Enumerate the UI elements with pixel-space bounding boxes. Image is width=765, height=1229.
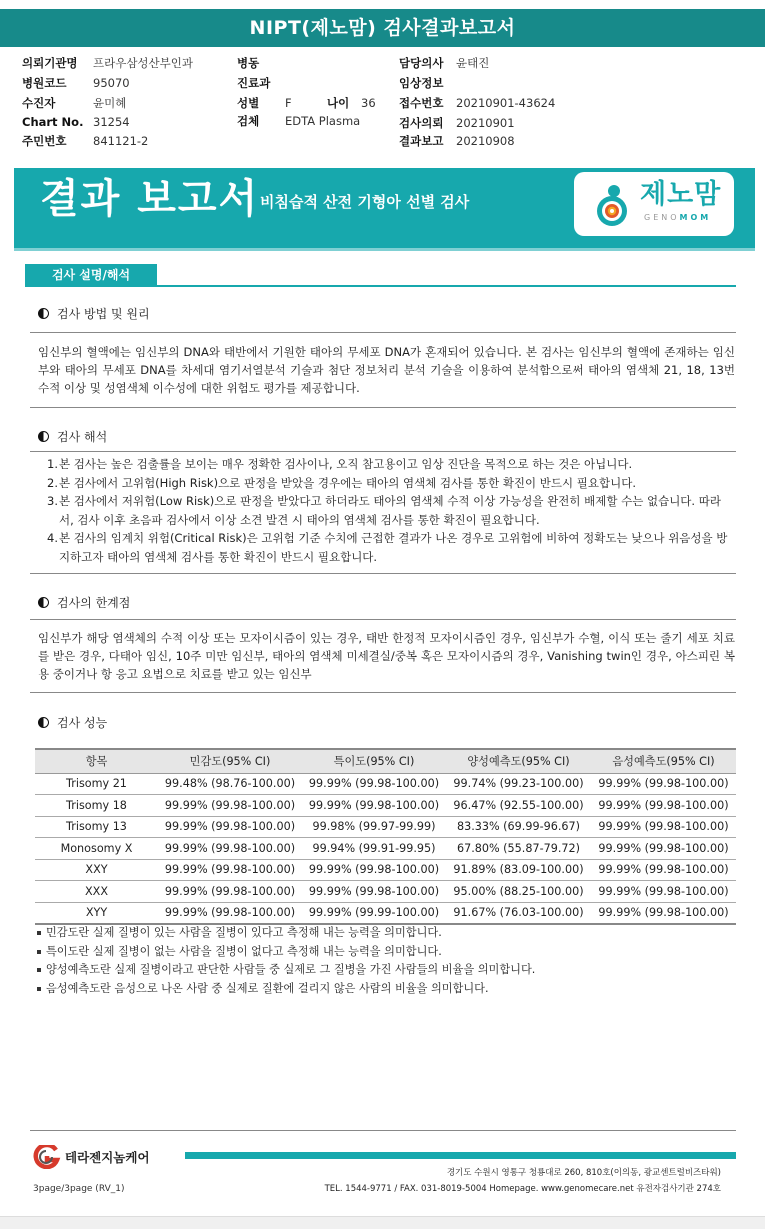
g-logo-icon — [30, 1145, 62, 1169]
table-cell: 99.99% (99.98-100.00) — [158, 881, 302, 903]
table-row — [35, 881, 736, 903]
method-heading-text: 검사 방법 및 원리 — [57, 307, 150, 321]
table-cell: 99.99% (99.98-100.00) — [302, 859, 446, 881]
doctor-value: 윤태진 — [456, 56, 490, 70]
table-cell: 99.99% (99.99-100.00) — [302, 902, 446, 924]
divider — [30, 692, 736, 693]
institution-value: 프라우삼성산부인과 — [93, 56, 193, 70]
table-cell: 99.99% (99.98-100.00) — [158, 795, 302, 817]
recipient-label: 수진자 — [22, 96, 56, 110]
banner-underline — [14, 248, 755, 251]
method-text: 임신부의 혈액에는 임신부의 DNA와 태반에서 기원한 태아의 무세포 DNA가 혼재되어 있습니다. 본 검사는 임신부의 혈액에 존재하는 임신부와 태아의 무세포 DNA를 차세대 염기서열분석 기술과 첨단 정보처리 분석 기술을 이용하여 분석함으로써 태아의 염색체 21, 18, 13번 수적 이상 및 성염색체 이수성에 대한 위험도 평가를 제공합니다. — [38, 345, 735, 395]
logo-subtitle-a: GENO — [644, 213, 680, 222]
column-header: 음성예측도(95% CI) — [591, 749, 736, 773]
column-header: 민감도(95% CI) — [158, 749, 302, 773]
method-heading — [38, 305, 150, 322]
table-row — [35, 795, 736, 817]
report-date-label: 결과보고 — [399, 134, 444, 148]
table-cell: Monosomy X — [35, 838, 158, 860]
logo-subtitle-b: MOM — [679, 213, 712, 222]
table-cell: 99.74% (99.23-100.00) — [446, 773, 591, 795]
divider — [30, 407, 736, 408]
table-row — [35, 902, 736, 924]
column-header: 항목 — [35, 749, 158, 773]
institution-label: 의뢰기관명 — [22, 56, 78, 70]
table-cell: 91.67% (76.03-100.00) — [446, 902, 591, 924]
table-cell: Trisomy 13 — [35, 816, 158, 838]
hospital-code-label: 병원코드 — [22, 76, 67, 90]
company-address: 경기도 수원시 영통구 청룡대로 260, 810호(이의동, 광교센트럴비즈타워) — [446, 1168, 721, 1178]
half-circle-icon — [38, 308, 49, 319]
clinical-info-label: 임상정보 — [399, 76, 444, 90]
interpretation-heading — [38, 428, 107, 445]
logo-subtitle — [644, 213, 711, 222]
half-circle-icon — [38, 431, 49, 442]
limits-text: 임신부가 해당 염색체의 수적 이상 또는 모자이시즘이 있는 경우, 태반 한정적 모자이시즘인 경우, 임신부가 수혈, 이식 또는 줄기 세포 치료를 받은 경우, 다태아 임신, 10주 미만 임신부, 태아의 염색체 미세결실/중복 혹은 모자이시즘의 경우, Vanishing twin인 경우, 아스피린 복용 중이거나 항 응고 요법으로 치료를 받고 있는 임신부 — [38, 631, 735, 681]
ward-label: 병동 — [237, 56, 260, 70]
table-cell: 99.99% (99.98-100.00) — [158, 859, 302, 881]
item-number: 3. — [47, 494, 58, 508]
table-cell: XXX — [35, 881, 158, 903]
banner-subtitle: 비침습적 산전 기형아 선별 검사 — [260, 193, 470, 211]
age-value: 36 — [361, 96, 376, 110]
table-cell: 95.00% (88.25-100.00) — [446, 881, 591, 903]
table-row — [35, 773, 736, 795]
list-item — [47, 492, 735, 529]
limits-heading-text: 검사의 한계점 — [57, 596, 131, 610]
table-cell: XYY — [35, 902, 158, 924]
item-number: 1. — [47, 457, 58, 471]
report-banner — [14, 168, 755, 248]
table-cell: 99.99% (99.98-100.00) — [591, 773, 736, 795]
hospital-code-value: 95070 — [93, 76, 130, 90]
column-header: 양성예측도(95% CI) — [446, 749, 591, 773]
table-cell: 99.99% (99.98-100.00) — [591, 859, 736, 881]
performance-heading — [38, 714, 107, 731]
table-cell: 99.94% (99.91-99.95) — [302, 838, 446, 860]
half-circle-icon — [38, 597, 49, 608]
note-item: 양성예측도란 실제 질병이라고 판단한 사람들 중 실제로 그 질병을 가진 사람들의 비율을 의미합니다. — [37, 961, 737, 980]
table-cell: 99.99% (99.98-100.00) — [158, 816, 302, 838]
note-item: 음성예측도란 음성으로 나온 사람 중 실제로 질환에 걸리지 않은 사람의 비율을 의미합니다. — [37, 980, 737, 999]
table-cell: 91.89% (83.09-100.00) — [446, 859, 591, 881]
page-number: 3page/3page (RV_1) — [33, 1184, 125, 1194]
report-title: NIPT(제노맘) 검사결과보고서 — [0, 9, 765, 47]
request-date-value: 20210901 — [456, 116, 515, 130]
item-text: 본 검사에서 저위험(Low Risk)으로 판정을 받았다고 하더라도 태아의 염색체 수적 이상 가능성을 완전히 배제할 수는 없습니다. 따라서, 검사 이후 초음파 검사에서 이상 소견 발견 시 태아의 염색체 검사를 통한 확진이 필요합니다. — [59, 494, 721, 527]
table-header-row — [35, 749, 736, 773]
footer-bar — [185, 1152, 736, 1159]
chart-no-value: 31254 — [93, 115, 130, 129]
patient-info — [22, 55, 742, 151]
half-circle-icon — [38, 717, 49, 728]
table-cell: 83.33% (69.99-96.67) — [446, 816, 591, 838]
table-cell: 99.99% (99.98-100.00) — [591, 902, 736, 924]
logo-name: 제노맘 — [640, 179, 722, 210]
receipt-no-label: 접수번호 — [399, 96, 444, 110]
list-item — [47, 455, 735, 474]
table-cell: 99.99% (99.98-100.00) — [158, 838, 302, 860]
table-cell: 99.99% (99.98-100.00) — [302, 881, 446, 903]
table-cell: 99.98% (99.97-99.99) — [302, 816, 446, 838]
table-cell: 67.80% (55.87-79.72) — [446, 838, 591, 860]
table-cell: 99.99% (99.98-100.00) — [591, 816, 736, 838]
age-label: 나이 — [327, 96, 350, 110]
performance-heading-text: 검사 성능 — [57, 716, 108, 730]
sex-label: 성별 — [237, 96, 260, 110]
interpretation-heading-text: 검사 해석 — [57, 430, 108, 444]
table-row — [35, 816, 736, 838]
section-divider — [25, 285, 736, 287]
divider — [30, 332, 736, 333]
genomom-logo — [574, 172, 734, 236]
item-number: 2. — [47, 475, 58, 490]
table-cell: Trisomy 21 — [35, 773, 158, 795]
genomom-emblem-icon — [592, 182, 632, 228]
receipt-no-value: 20210901-43624 — [456, 96, 556, 110]
report-date-value: 20210908 — [456, 134, 515, 148]
chart-no-label: Chart No. — [22, 115, 84, 129]
item-number: 4. — [47, 531, 58, 545]
id-number-value: 841121-2 — [93, 134, 149, 148]
specimen-value: EDTA Plasma — [285, 114, 361, 128]
section-tab: 검사 설명/해석 — [25, 264, 157, 286]
sex-value: F — [285, 96, 292, 110]
table-cell: 99.99% (99.98-100.00) — [591, 795, 736, 817]
table-cell: Trisomy 18 — [35, 795, 158, 817]
doctor-label: 담당의사 — [399, 56, 444, 70]
divider — [30, 451, 736, 452]
company-name: 테라젠지놈케어 — [65, 1150, 150, 1165]
department-label: 진료과 — [237, 76, 271, 90]
list-item — [47, 474, 735, 493]
company-contact: TEL. 1544-9771 / FAX. 031-8019-5004 Homepage. www.genomecare.net 유전자검사기관 274호 — [324, 1184, 721, 1194]
list-item — [47, 529, 735, 566]
limits-heading — [38, 594, 130, 611]
table-cell: 99.99% (99.98-100.00) — [302, 795, 446, 817]
table-cell: 99.99% (99.98-100.00) — [591, 838, 736, 860]
item-text: 본 검사에서 고위험(High Risk)으로 판정을 받았을 경우에는 태아의 염색체 검사를 통한 확진이 반드시 필요합니다. — [59, 475, 636, 490]
divider — [30, 573, 736, 574]
performance-notes — [37, 924, 737, 998]
table-cell: 99.99% (99.98-100.00) — [302, 773, 446, 795]
divider — [30, 619, 736, 620]
id-number-label: 주민번호 — [22, 134, 67, 148]
note-item: 특이도란 실제 질병이 없는 사람을 질병이 없다고 측정해 내는 능력을 의미합니다. — [37, 943, 737, 962]
interpretation-list — [47, 455, 735, 566]
table-cell: 99.48% (98.76-100.00) — [158, 773, 302, 795]
specimen-label: 검체 — [237, 114, 260, 128]
table-cell: 99.99% (99.98-100.00) — [591, 881, 736, 903]
table-row — [35, 859, 736, 881]
footer-divider — [30, 1130, 736, 1131]
table-cell: XXY — [35, 859, 158, 881]
performance-table — [35, 748, 736, 925]
column-header: 특이도(95% CI) — [302, 749, 446, 773]
item-text: 본 검사는 높은 검출률을 보이는 매우 정확한 검사이나, 오직 참고용이고 임상 진단을 목적으로 하는 것은 아닙니다. — [59, 457, 633, 471]
table-row — [35, 838, 736, 860]
page-bottom-edge — [0, 1216, 765, 1229]
table-cell: 99.99% (99.98-100.00) — [158, 902, 302, 924]
request-date-label: 검사의뢰 — [399, 116, 444, 130]
banner-title: 결과 보고서 — [40, 176, 260, 222]
item-text: 본 검사의 임계치 위험(Critical Risk)은 고위험 기준 수치에 근접한 결과가 나온 경우로 고위험에 비하여 정확도는 낮으나 위음성을 방지하고자 태아의 염색체 검사를 통한 확진이 반드시 필요합니다. — [59, 531, 728, 564]
recipient-value: 윤미혜 — [93, 96, 127, 110]
table-cell: 96.47% (92.55-100.00) — [446, 795, 591, 817]
note-item: 민감도란 실제 질병이 있는 사람을 질병이 있다고 측정해 내는 능력을 의미합니다. — [37, 924, 737, 943]
